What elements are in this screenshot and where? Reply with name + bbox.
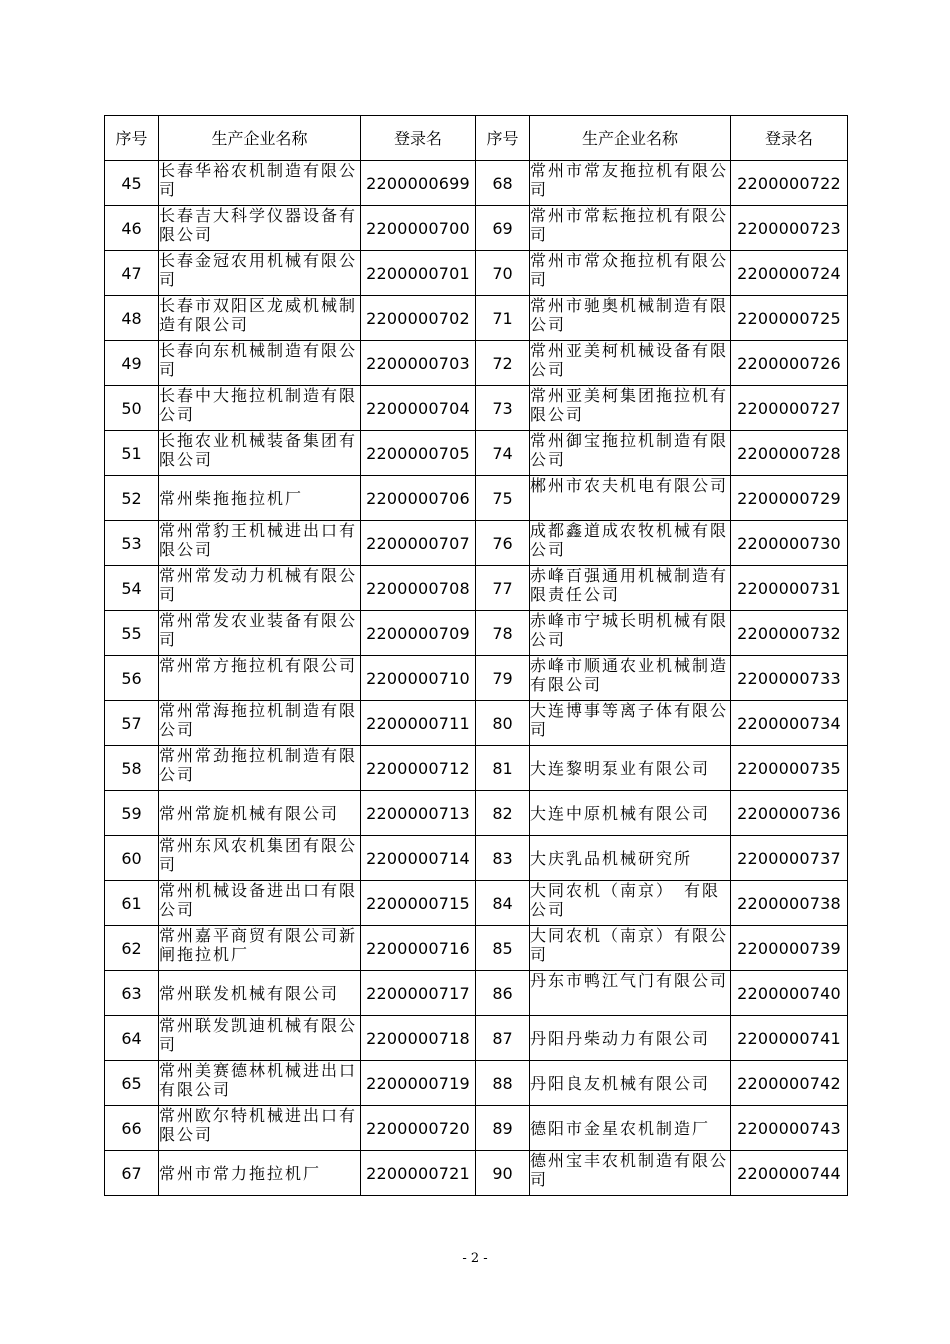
serial-left: 54 bbox=[105, 566, 159, 611]
serial-right: 81 bbox=[476, 746, 530, 791]
company-name-right: 常州亚美柯集团拖拉机有限公司 bbox=[530, 386, 731, 431]
serial-left: 66 bbox=[105, 1106, 159, 1151]
serial-right: 90 bbox=[476, 1151, 530, 1196]
table-row bbox=[105, 881, 848, 926]
table-row bbox=[105, 1151, 848, 1196]
serial-right: 82 bbox=[476, 791, 530, 836]
serial-left: 59 bbox=[105, 791, 159, 836]
header-company-left: 生产企业名称 bbox=[159, 116, 361, 161]
login-name-left: 2200000720 bbox=[361, 1106, 476, 1151]
company-name-left: 常州市常力拖拉机厂 bbox=[159, 1151, 361, 1196]
login-name-right: 2200000727 bbox=[731, 386, 848, 431]
company-name-right: 赤峰百强通用机械制造有限责任公司 bbox=[530, 566, 731, 611]
serial-right: 83 bbox=[476, 836, 530, 881]
serial-right: 79 bbox=[476, 656, 530, 701]
table-row bbox=[105, 566, 848, 611]
company-name-left: 常州常豹王机械进出口有限公司 bbox=[159, 521, 361, 566]
serial-left: 50 bbox=[105, 386, 159, 431]
table-row bbox=[105, 1016, 848, 1061]
serial-right: 80 bbox=[476, 701, 530, 746]
login-name-right: 2200000724 bbox=[731, 251, 848, 296]
login-name-left: 2200000719 bbox=[361, 1061, 476, 1106]
serial-right: 85 bbox=[476, 926, 530, 971]
company-name-right: 大连黎明泵业有限公司 bbox=[530, 746, 731, 791]
table-row bbox=[105, 926, 848, 971]
header-serial-right: 序号 bbox=[476, 116, 530, 161]
serial-left: 47 bbox=[105, 251, 159, 296]
serial-left: 57 bbox=[105, 701, 159, 746]
login-name-left: 2200000710 bbox=[361, 656, 476, 701]
table-row bbox=[105, 971, 848, 1016]
company-name-right: 常州御宝拖拉机制造有限公司 bbox=[530, 431, 731, 476]
company-name-left: 常州常方拖拉机有限公司 bbox=[159, 656, 361, 701]
serial-right: 74 bbox=[476, 431, 530, 476]
login-name-left: 2200000713 bbox=[361, 791, 476, 836]
login-name-left: 2200000701 bbox=[361, 251, 476, 296]
company-name-right: 德阳市金星农机制造厂 bbox=[530, 1106, 731, 1151]
login-name-left: 2200000699 bbox=[361, 161, 476, 206]
login-name-left: 2200000716 bbox=[361, 926, 476, 971]
company-name-left: 常州欧尔特机械进出口有限公司 bbox=[159, 1106, 361, 1151]
serial-left: 64 bbox=[105, 1016, 159, 1061]
serial-left: 56 bbox=[105, 656, 159, 701]
serial-left: 53 bbox=[105, 521, 159, 566]
login-name-right: 2200000729 bbox=[731, 476, 848, 521]
table-row bbox=[105, 296, 848, 341]
company-name-right: 丹阳丹柴动力有限公司 bbox=[530, 1016, 731, 1061]
login-name-right: 2200000734 bbox=[731, 701, 848, 746]
serial-right: 77 bbox=[476, 566, 530, 611]
company-name-right: 大连中原机械有限公司 bbox=[530, 791, 731, 836]
login-name-right: 2200000726 bbox=[731, 341, 848, 386]
table-row bbox=[105, 161, 848, 206]
login-name-right: 2200000730 bbox=[731, 521, 848, 566]
login-name-right: 2200000742 bbox=[731, 1061, 848, 1106]
header-login-left: 登录名 bbox=[361, 116, 476, 161]
company-name-left: 长春金冠农用机械有限公司 bbox=[159, 251, 361, 296]
company-name-right: 大庆乳品机械研究所 bbox=[530, 836, 731, 881]
company-name-left: 长春华裕农机制造有限公司 bbox=[159, 161, 361, 206]
login-name-right: 2200000743 bbox=[731, 1106, 848, 1151]
table-row bbox=[105, 1106, 848, 1151]
header-serial-left: 序号 bbox=[105, 116, 159, 161]
login-name-right: 2200000740 bbox=[731, 971, 848, 1016]
login-name-right: 2200000738 bbox=[731, 881, 848, 926]
company-name-left: 常州联发凯迪机械有限公司 bbox=[159, 1016, 361, 1061]
company-name-right: 大同农机（南京）有限公司 bbox=[530, 926, 731, 971]
login-name-left: 2200000707 bbox=[361, 521, 476, 566]
table-row bbox=[105, 656, 848, 701]
login-name-right: 2200000741 bbox=[731, 1016, 848, 1061]
serial-left: 52 bbox=[105, 476, 159, 521]
serial-left: 45 bbox=[105, 161, 159, 206]
table-row bbox=[105, 746, 848, 791]
company-name-right: 丹东市鸭江气门有限公司 bbox=[530, 971, 731, 1016]
login-name-right: 2200000735 bbox=[731, 746, 848, 791]
serial-right: 88 bbox=[476, 1061, 530, 1106]
table-row bbox=[105, 476, 848, 521]
login-name-left: 2200000717 bbox=[361, 971, 476, 1016]
company-name-left: 长春向东机械制造有限公司 bbox=[159, 341, 361, 386]
company-name-left: 常州嘉平商贸有限公司新闸拖拉机厂 bbox=[159, 926, 361, 971]
serial-right: 78 bbox=[476, 611, 530, 656]
serial-left: 62 bbox=[105, 926, 159, 971]
login-name-right: 2200000733 bbox=[731, 656, 848, 701]
company-name-right: 郴州市农夫机电有限公司 bbox=[530, 476, 731, 521]
login-name-left: 2200000711 bbox=[361, 701, 476, 746]
serial-right: 76 bbox=[476, 521, 530, 566]
login-name-left: 2200000721 bbox=[361, 1151, 476, 1196]
table-body bbox=[105, 161, 848, 1196]
login-name-right: 2200000744 bbox=[731, 1151, 848, 1196]
company-name-left: 常州美赛德林机械进出口有限公司 bbox=[159, 1061, 361, 1106]
company-name-left: 常州东风农机集团有限公司 bbox=[159, 836, 361, 881]
login-name-right: 2200000722 bbox=[731, 161, 848, 206]
company-name-left: 常州常劲拖拉机制造有限公司 bbox=[159, 746, 361, 791]
company-name-left: 常州机械设备进出口有限公司 bbox=[159, 881, 361, 926]
login-name-right: 2200000723 bbox=[731, 206, 848, 251]
serial-left: 58 bbox=[105, 746, 159, 791]
company-name-right: 常州亚美柯机械设备有限公司 bbox=[530, 341, 731, 386]
serial-right: 75 bbox=[476, 476, 530, 521]
table-row bbox=[105, 1061, 848, 1106]
login-name-left: 2200000709 bbox=[361, 611, 476, 656]
login-name-left: 2200000708 bbox=[361, 566, 476, 611]
company-name-left: 长拖农业机械装备集团有限公司 bbox=[159, 431, 361, 476]
login-name-left: 2200000715 bbox=[361, 881, 476, 926]
page-number: - 2 - bbox=[462, 1251, 488, 1266]
company-name-left: 常州联发机械有限公司 bbox=[159, 971, 361, 1016]
company-name-right: 大连博事等离子体有限公司 bbox=[530, 701, 731, 746]
serial-right: 87 bbox=[476, 1016, 530, 1061]
serial-left: 55 bbox=[105, 611, 159, 656]
table-row bbox=[105, 521, 848, 566]
login-name-left: 2200000700 bbox=[361, 206, 476, 251]
login-name-left: 2200000718 bbox=[361, 1016, 476, 1061]
table-row bbox=[105, 386, 848, 431]
login-name-right: 2200000739 bbox=[731, 926, 848, 971]
serial-left: 67 bbox=[105, 1151, 159, 1196]
serial-right: 84 bbox=[476, 881, 530, 926]
login-name-right: 2200000737 bbox=[731, 836, 848, 881]
serial-left: 60 bbox=[105, 836, 159, 881]
table-row bbox=[105, 341, 848, 386]
table-row bbox=[105, 791, 848, 836]
serial-left: 63 bbox=[105, 971, 159, 1016]
serial-right: 70 bbox=[476, 251, 530, 296]
serial-left: 65 bbox=[105, 1061, 159, 1106]
table-row bbox=[105, 251, 848, 296]
login-name-right: 2200000731 bbox=[731, 566, 848, 611]
company-name-left: 常州常旋机械有限公司 bbox=[159, 791, 361, 836]
header-company-right: 生产企业名称 bbox=[530, 116, 731, 161]
header-row bbox=[105, 116, 848, 161]
company-name-right: 常州市常众拖拉机有限公司 bbox=[530, 251, 731, 296]
table-row bbox=[105, 836, 848, 881]
serial-left: 46 bbox=[105, 206, 159, 251]
registration-table bbox=[104, 115, 848, 1196]
login-name-left: 2200000712 bbox=[361, 746, 476, 791]
company-name-left: 常州常发农业装备有限公司 bbox=[159, 611, 361, 656]
login-name-right: 2200000732 bbox=[731, 611, 848, 656]
company-name-right: 赤峰市宁城长明机械有限公司 bbox=[530, 611, 731, 656]
company-name-right: 丹阳良友机械有限公司 bbox=[530, 1061, 731, 1106]
company-name-left: 长春中大拖拉机制造有限公司 bbox=[159, 386, 361, 431]
company-name-left: 长春市双阳区龙威机械制造有限公司 bbox=[159, 296, 361, 341]
serial-right: 86 bbox=[476, 971, 530, 1016]
serial-right: 71 bbox=[476, 296, 530, 341]
company-name-right: 成都鑫道成农牧机械有限公司 bbox=[530, 521, 731, 566]
serial-right: 68 bbox=[476, 161, 530, 206]
table-row bbox=[105, 701, 848, 746]
table-row bbox=[105, 206, 848, 251]
serial-left: 61 bbox=[105, 881, 159, 926]
serial-left: 48 bbox=[105, 296, 159, 341]
login-name-left: 2200000702 bbox=[361, 296, 476, 341]
serial-left: 51 bbox=[105, 431, 159, 476]
login-name-left: 2200000703 bbox=[361, 341, 476, 386]
login-name-left: 2200000705 bbox=[361, 431, 476, 476]
company-name-right: 常州市常友拖拉机有限公司 bbox=[530, 161, 731, 206]
company-name-left: 常州常发动力机械有限公司 bbox=[159, 566, 361, 611]
company-name-right: 常州市驰奥机械制造有限公司 bbox=[530, 296, 731, 341]
login-name-left: 2200000706 bbox=[361, 476, 476, 521]
login-name-right: 2200000736 bbox=[731, 791, 848, 836]
table-row bbox=[105, 431, 848, 476]
login-name-right: 2200000725 bbox=[731, 296, 848, 341]
company-name-right: 赤峰市顺通农业机械制造有限公司 bbox=[530, 656, 731, 701]
company-name-left: 常州柴拖拖拉机厂 bbox=[159, 476, 361, 521]
header-login-right: 登录名 bbox=[731, 116, 848, 161]
login-name-right: 2200000728 bbox=[731, 431, 848, 476]
login-name-left: 2200000704 bbox=[361, 386, 476, 431]
table-row bbox=[105, 611, 848, 656]
company-name-left: 长春吉大科学仪器设备有限公司 bbox=[159, 206, 361, 251]
serial-right: 73 bbox=[476, 386, 530, 431]
company-name-left: 常州常海拖拉机制造有限公司 bbox=[159, 701, 361, 746]
serial-left: 49 bbox=[105, 341, 159, 386]
serial-right: 72 bbox=[476, 341, 530, 386]
serial-right: 69 bbox=[476, 206, 530, 251]
company-name-right: 德州宝丰农机制造有限公司 bbox=[530, 1151, 731, 1196]
serial-right: 89 bbox=[476, 1106, 530, 1151]
company-name-right: 大同农机（南京） 有限公司 bbox=[530, 881, 731, 926]
company-name-right: 常州市常耘拖拉机有限公司 bbox=[530, 206, 731, 251]
login-name-left: 2200000714 bbox=[361, 836, 476, 881]
